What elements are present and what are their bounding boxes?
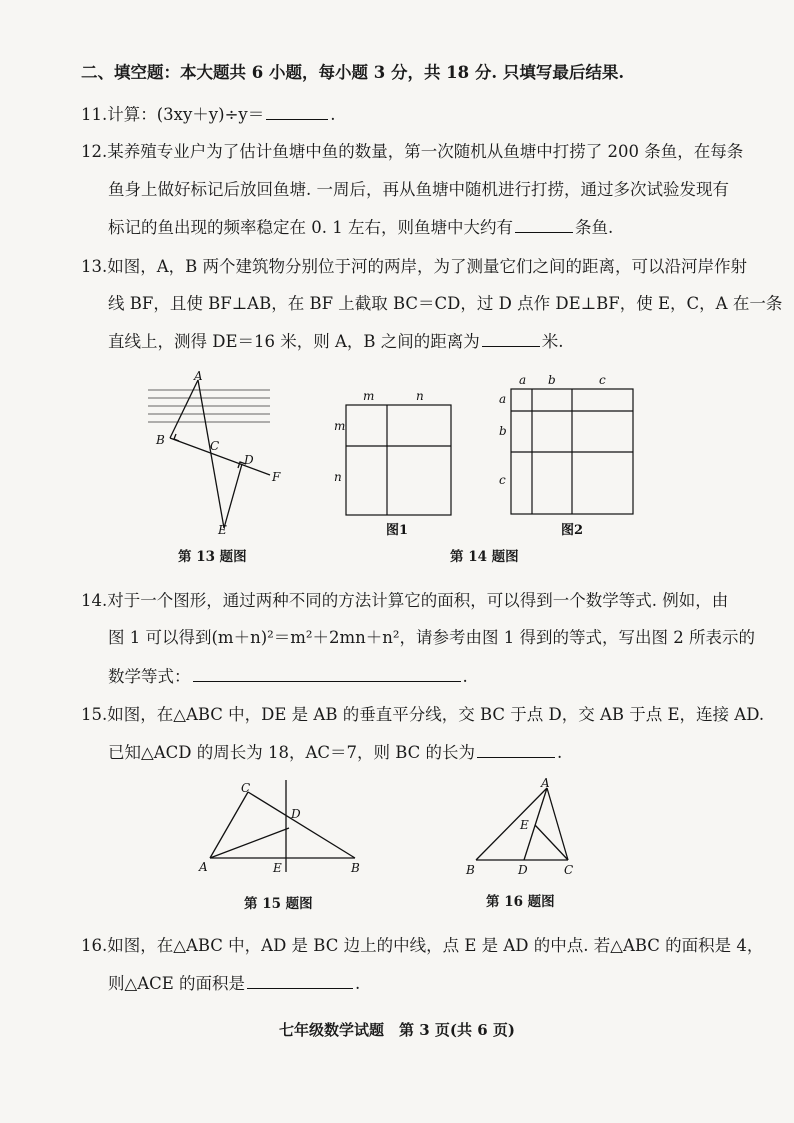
- question-number: 16.: [81, 936, 108, 955]
- question-12-line-2: 鱼身上做好标记后放回鱼塘. 一周后，再从鱼塘中随机进行打捞，通过多次试验发现有: [108, 180, 729, 199]
- river-lines: [148, 390, 270, 422]
- label-e: E: [520, 818, 529, 832]
- question-16-line-2: 则△ACE 的面积是 .: [108, 974, 361, 993]
- triangles: [170, 380, 270, 528]
- figure-14-diagram-2: [495, 372, 645, 538]
- answer-blank[interactable]: [515, 216, 573, 233]
- label-top-c: c: [599, 373, 606, 387]
- label-d: D: [291, 807, 301, 821]
- label-top-b: b: [548, 373, 556, 387]
- question-15-line-2: 已知△ACD 的周长为 18，AC＝7，则 BC 的长为 .: [108, 743, 563, 762]
- label-a: A: [194, 369, 203, 383]
- question-number: 12.: [81, 142, 108, 161]
- answer-blank[interactable]: [247, 972, 353, 989]
- question-11: 11.计算：(3xy＋y)÷y＝ .: [81, 105, 336, 124]
- label-a: A: [541, 776, 550, 790]
- label-top-m: m: [363, 389, 375, 403]
- label-side-c: c: [499, 473, 506, 487]
- question-13: 13.如图，A，B 两个建筑物分别位于河的两岸，为了测量它们之间的距离，可以沿河岸作射: [81, 257, 748, 276]
- label-d: D: [244, 453, 254, 467]
- question-number: 11.: [81, 105, 108, 124]
- label-b: B: [156, 433, 165, 447]
- label-c: C: [210, 439, 220, 453]
- figure-2-label: 图2: [561, 523, 584, 538]
- page-footer: 七年级数学试题 第 3 页(共 6 页): [279, 1021, 515, 1039]
- label-d: D: [518, 863, 528, 877]
- question-number: 13.: [81, 257, 108, 276]
- label-top-a: a: [519, 373, 527, 387]
- figure-15: [195, 778, 375, 880]
- question-number: 14.: [81, 591, 108, 610]
- figure-16-caption: 第 16 题图: [486, 894, 555, 910]
- answer-blank[interactable]: [482, 330, 540, 347]
- label-e: E: [218, 523, 227, 537]
- figure-14-caption: 第 14 题图: [450, 549, 519, 565]
- label-c: C: [241, 781, 251, 795]
- answer-blank[interactable]: [193, 665, 461, 682]
- figure-13-caption: 第 13 题图: [178, 549, 247, 565]
- question-15: 15.如图，在△ABC 中，DE 是 AB 的垂直平分线，交 BC 于点 D，交 AB 于点 E，连接 AD.: [81, 705, 765, 724]
- question-13-line-2: 线 BF，且使 BF⊥AB，在 BF 上截取 BC＝CD，过 D 点作 DE⊥BF，使 E，C，A 在一条: [108, 294, 783, 313]
- question-16: 16.如图，在△ABC 中，AD 是 BC 边上的中线，点 E 是 AD 的中点. 若△ABC 的面积是 4，: [81, 936, 764, 955]
- question-12-line-3: 标记的鱼出现的频率稳定在 0. 1 左右，则鱼塘中大约有 条鱼.: [108, 218, 614, 237]
- question-12: 12.某养殖专业户为了估计鱼塘中鱼的数量，第一次随机从鱼塘中打捞了 200 条鱼，在每条: [81, 142, 744, 161]
- figure-13: [140, 368, 290, 538]
- question-13-line-3: 直线上，测得 DE＝16 米，则 A，B 之间的距离为 米.: [108, 332, 564, 351]
- answer-blank[interactable]: [477, 741, 555, 758]
- figure-15-caption: 第 15 题图: [244, 896, 313, 912]
- label-side-m: m: [334, 419, 346, 433]
- question-14: 14.对于一个图形，通过两种不同的方法计算它的面积，可以得到一个数学等式. 例如，由: [81, 591, 729, 610]
- label-a: A: [199, 860, 208, 874]
- figure-16: [462, 774, 582, 880]
- question-text: 计算：(3xy＋y)÷y＝: [107, 105, 265, 124]
- label-f: F: [272, 470, 281, 484]
- section-heading: 二、填空题：本大题共 6 小题，每小题 3 分，共 18 分. 只填写最后结果.: [81, 63, 625, 82]
- question-14-line-3: 数学等式： .: [108, 667, 468, 686]
- question-number: 15.: [81, 705, 108, 724]
- figure-1-label: 图1: [386, 523, 409, 538]
- label-b: B: [351, 861, 360, 875]
- label-e: E: [273, 861, 282, 875]
- question-14-line-2: 图 1 可以得到(m＋n)²＝m²＋2mn＋n²，请参考由图 1 得到的等式，写出图 2 所表示的: [108, 628, 755, 647]
- label-side-b: b: [499, 424, 507, 438]
- answer-blank[interactable]: [266, 103, 328, 120]
- label-side-n: n: [334, 470, 342, 484]
- label-b: B: [466, 863, 475, 877]
- label-c: C: [564, 863, 574, 877]
- figure-14-diagram-1: [330, 388, 460, 538]
- label-top-n: n: [416, 389, 424, 403]
- label-side-a: a: [499, 392, 507, 406]
